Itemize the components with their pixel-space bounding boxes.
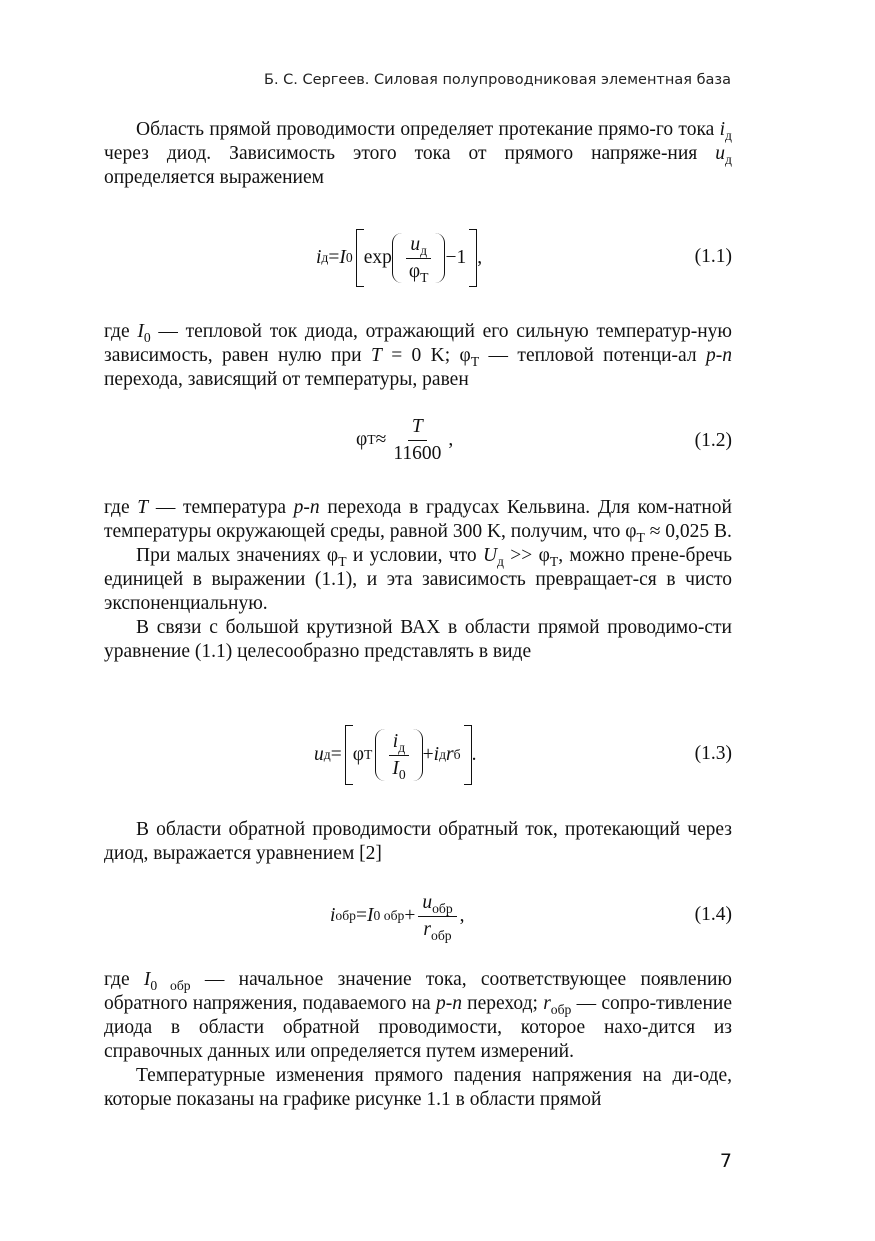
text-run: >> φ [503, 545, 550, 566]
symbol-T: T [137, 497, 149, 518]
subscript-T: T [636, 529, 645, 545]
text-block-1 [104, 118, 732, 190]
symbol-phi: φ [352, 744, 364, 765]
paragraph-initial-current [104, 968, 732, 1064]
exp-function: exp [363, 247, 392, 268]
symbol-pn: p-n [293, 497, 320, 518]
left-paren [375, 729, 385, 781]
subscript-d: д [725, 127, 732, 143]
comma: , [459, 905, 465, 926]
text-run: При малых значениях φ [136, 545, 339, 566]
text-run: через диод. Зависимость этого тока от прямого напряже-ния [104, 143, 716, 164]
right-bracket [469, 229, 477, 287]
paragraph-small-values [104, 544, 732, 616]
equation-1-3 [104, 724, 732, 786]
text-block-3 [104, 496, 732, 664]
subscript-0: 0 [143, 329, 151, 345]
symbol-I: I [339, 247, 346, 268]
paragraph-reverse-conduction [104, 818, 732, 866]
text-run: — сопро-тивление диода в области обратной проводимости, которое нахо-дится из справочных данных или определяется путем измерений. [104, 993, 732, 1062]
equation-number: (1.4) [694, 904, 732, 925]
paragraph-temperature [104, 496, 732, 544]
fraction-T-over-11600 [389, 416, 445, 465]
symbol-i: i [316, 247, 322, 268]
comma: , [477, 247, 483, 268]
symbol-u: u [715, 143, 726, 164]
denominator-11600: 11600 [393, 442, 442, 464]
subscript-T: T [470, 353, 480, 369]
left-bracket [356, 229, 364, 287]
symbol-phi: φ [356, 429, 368, 450]
text-run: где [104, 969, 144, 990]
symbol-u: u [410, 233, 421, 255]
symbol-i: i [433, 744, 440, 765]
symbol-u: u [422, 891, 433, 913]
symbol-I: I [143, 969, 151, 990]
paragraph-thermal-current [104, 320, 732, 392]
text-run: определяется выражением [104, 167, 324, 188]
symbol-U: U [482, 545, 498, 566]
subscript-d: д [398, 739, 406, 755]
subscript-obr: обр [431, 927, 452, 943]
subscript-T: T [549, 553, 559, 569]
symbol-pn: p-n [706, 345, 732, 366]
running-header: Б. С. Сергеев. Силовая полупроводниковая элементная база [264, 72, 731, 88]
right-paren [435, 233, 445, 283]
text-run: — температура [148, 497, 294, 518]
equation-1-4-body: i обр = I 0 обр + $\frac{u_{обр}}{r_{обр}}$ , [330, 891, 465, 943]
right-bracket [464, 725, 472, 785]
text-run: Область прямой проводимости определяет протекание прямо-го тока [136, 119, 720, 140]
text-run: В области обратной проводимости обратный ток, протекающий через диод, выражается уравнением [2] [104, 819, 732, 864]
paragraph-temperature-changes [104, 1064, 732, 1112]
text-run: — начальное значение тока, соответствующее появлению обратного напряжения, подаваемого на [104, 969, 733, 1014]
plus-sign: + [404, 905, 416, 926]
right-paren [413, 729, 423, 781]
page-number: 7 [719, 1150, 732, 1172]
equation-1-1-body: i д = I 0 exp $\frac{u_д}{\varphi_T}$ −1 , [316, 228, 482, 288]
symbol-i: i [719, 119, 726, 140]
text-run: , можно прене-бречь единицей в выражении (1.1), и эта зависимость превращает-ся в чисто экспоненциальную. [104, 545, 732, 614]
symbol-i: i [392, 730, 399, 752]
subscript-0: 0 [398, 766, 406, 782]
fraction-i-over-I0 [388, 731, 409, 780]
fraction-u-over-phi [405, 234, 433, 283]
subscript-0-obr: 0 обр [150, 977, 191, 993]
subscript-T: T [420, 269, 429, 285]
symbol-i: i [330, 905, 336, 926]
equation-1-2 [104, 413, 732, 467]
minus-one: −1 [445, 247, 467, 268]
equation-number: (1.1) [694, 246, 732, 267]
symbol-phi: φ [408, 260, 421, 282]
equals-sign: = [330, 744, 342, 765]
equation-1-1 [104, 228, 732, 288]
equals-sign: = [328, 247, 340, 268]
subscript-obr: обр [550, 1001, 572, 1017]
text-run: ≈ 0,025 В. [644, 521, 732, 542]
equation-1-3-body: u д = φ T $\frac{i_д}{I_0}$ + i д r б . [314, 724, 476, 786]
text-run: переход; [461, 993, 544, 1014]
symbol-T: T [370, 345, 382, 366]
text-run: = 0 K; φ [381, 345, 471, 366]
equation-number: (1.3) [694, 743, 732, 764]
text-run: где [104, 497, 138, 518]
text-run: перехода в градусах Кельвина. Для ком-натной температуры окружающей среды, равной 300 K, получим, что φ [104, 497, 732, 542]
symbol-r: r [543, 993, 551, 1014]
text-block-5 [104, 968, 732, 1112]
equation-1-4 [104, 886, 732, 946]
equation-number: (1.2) [694, 430, 732, 451]
period: . [471, 744, 477, 765]
symbol-I: I [137, 321, 144, 342]
subscript-obr: обр [432, 900, 453, 916]
paragraph-steepness [104, 616, 732, 664]
text-run: и условии, что [346, 545, 483, 566]
text-run: В связи с большой крутизной ВАХ в области прямой проводимо-сти уравнение (1.1) целесообразно представлять в виде [104, 617, 732, 662]
subscript-d: д [420, 242, 428, 258]
paragraph-forward-conduction [104, 118, 732, 190]
fraction-u-over-r [418, 892, 456, 941]
text-block-4 [104, 818, 732, 866]
equation-1-2-body: φ T ≈ $\frac{T}{11600}$ , [356, 415, 454, 464]
plus-sign: + [422, 744, 434, 765]
left-paren [392, 233, 402, 283]
subscript-d: д [725, 151, 732, 167]
text-run: — тепловой ток диода, отражающий его сильную температур-ную зависимость, равен нулю при [104, 321, 733, 366]
subscript-T: T [338, 553, 347, 569]
text-run: перехода, зависящий от температуры, равен [104, 369, 469, 390]
symbol-r: r [423, 918, 431, 940]
text-run: — тепловой потенци-ал [479, 345, 706, 366]
text-run: где [104, 321, 138, 342]
symbol-u: u [314, 744, 324, 765]
symbol-r: r [446, 744, 454, 765]
comma: , [448, 429, 454, 450]
symbol-I: I [392, 757, 399, 779]
symbol-pn: p-n [435, 993, 462, 1014]
symbol-I: I [367, 905, 374, 926]
text-block-2 [104, 320, 732, 392]
left-bracket [345, 725, 353, 785]
symbol-T: T [411, 415, 423, 437]
approx-sign: ≈ [375, 429, 387, 450]
equals-sign: = [356, 905, 368, 926]
text-run: Температурные изменения прямого падения напряжения на ди-оде, которые показаны на графике рисунке 1.1 в области прямой [104, 1065, 732, 1110]
subscript-d: д [497, 553, 504, 569]
